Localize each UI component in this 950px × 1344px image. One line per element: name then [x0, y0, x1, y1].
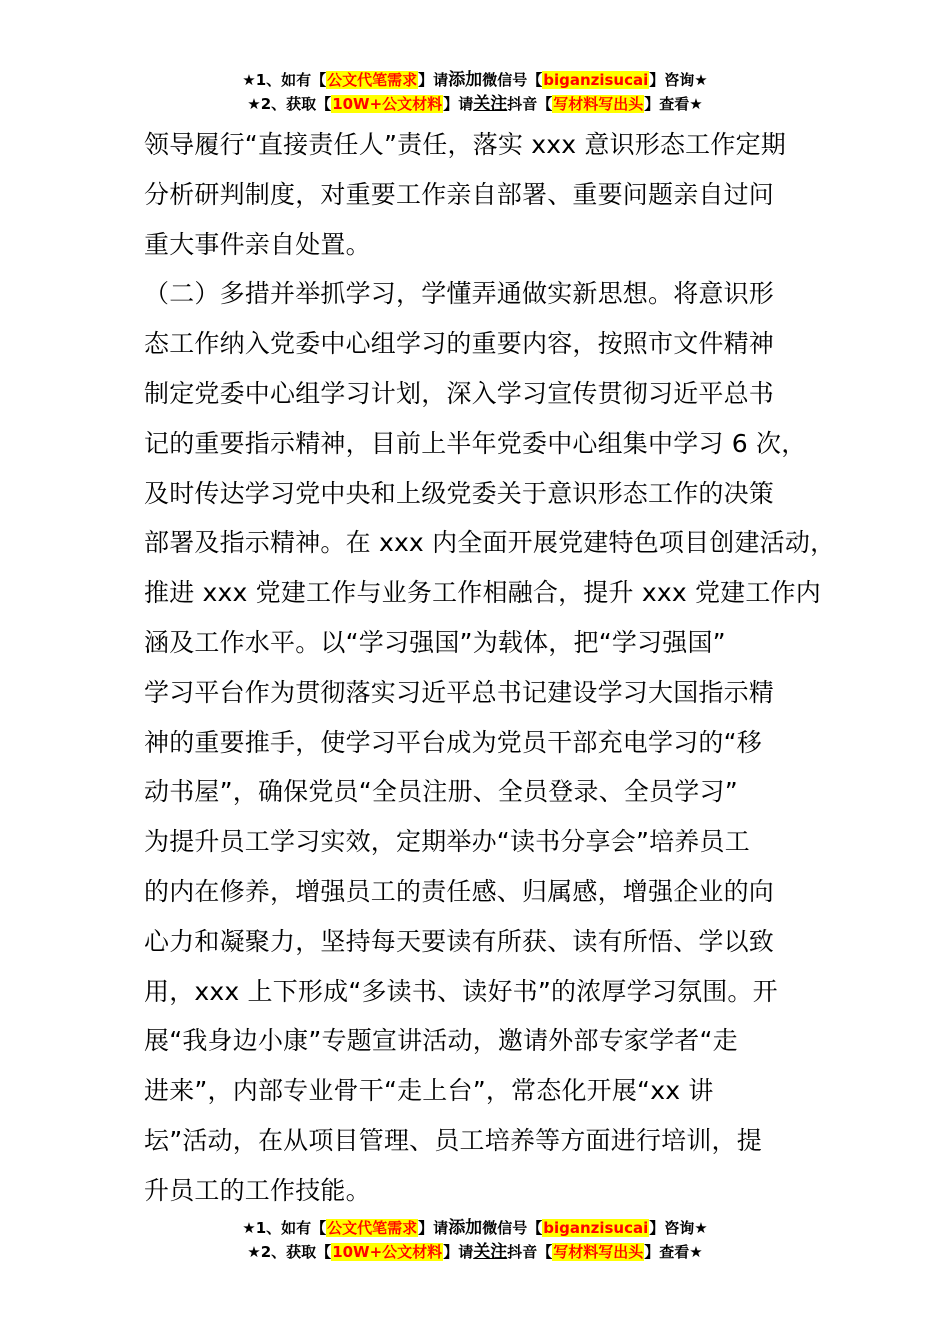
text-line: 用，xxx 上下形成“多读书、读好书”的浓厚学习氛围。开	[144, 976, 778, 1006]
text-line: 及时传达学习党中央和上级党委关于意识形态工作的决策	[144, 478, 775, 508]
highlight-tag: 公文代笔需求	[327, 1219, 418, 1237]
text-line: 态工作纳入党委中心组学习的重要内容，按照市文件精神	[144, 329, 775, 359]
text-line: 坛”活动，在从项目管理、员工培养等方面进行培训，提	[144, 1125, 762, 1155]
text-line: 涵及工作水平。以“学习强国”为载体，把“学习强国”	[144, 627, 726, 657]
banner-text: ★1、如有【	[242, 71, 327, 89]
highlight-tag: 10W+公文材料	[332, 95, 443, 113]
banner-text: 微信号【	[482, 71, 543, 89]
text-line: 心力和凝聚力，坚持每天要读有所获、读有所悟、学以致	[144, 926, 775, 956]
banner-emphasis: 关注	[473, 94, 508, 114]
banner-text: 】请	[443, 1243, 474, 1261]
highlight-douyin-id: 写材料写出头	[553, 95, 644, 113]
banner-text: 】请	[443, 95, 474, 113]
banner-text: 抖音【	[507, 95, 553, 113]
banner-text: 】请	[418, 1219, 449, 1237]
banner-text: ★2、获取【	[247, 95, 332, 113]
highlight-wechat-id: biganzisucai	[543, 1219, 649, 1237]
text-line: 部署及指示精神。在 xxx 内全面开展党建特色项目创建活动，	[144, 528, 836, 558]
text-line: 展“我身边小康”专题宣讲活动，邀请外部专家学者“走	[144, 1026, 738, 1056]
banner-text: 微信号【	[482, 1219, 543, 1237]
banner-emphasis: 添加	[448, 1218, 483, 1238]
banner-emphasis: 添加	[448, 70, 483, 90]
banner-text: 】查看★	[644, 95, 703, 113]
highlight-tag: 公文代笔需求	[327, 71, 418, 89]
text-line: 升员工的工作技能。	[144, 1175, 371, 1205]
banner-text: 】请	[418, 71, 449, 89]
text-line: 重大事件亲自处置。	[144, 229, 371, 259]
section-heading-line: （二）多措并举抓学习，学懂弄通做实新思想。将意识形	[144, 279, 775, 309]
banner-emphasis: 关注	[473, 1242, 508, 1262]
text-line: 学习平台作为贯彻落实习近平总书记建设学习大国指示精	[144, 677, 775, 707]
banner-line-follow	[0, 92, 950, 116]
banner-text: 】咨询★	[649, 1219, 708, 1237]
highlight-tag: 10W+公文材料	[332, 1243, 443, 1261]
highlight-douyin-id: 写材料写出头	[553, 1243, 644, 1261]
banner-text: 抖音【	[507, 1243, 553, 1261]
text-line: 动书屋”，确保党员“全员注册、全员登录、全员学习”	[144, 777, 738, 807]
highlight-wechat-id: biganzisucai	[543, 71, 649, 89]
text-line: 记的重要指示精神，目前上半年党委中心组集中学习 6 次，	[144, 428, 807, 458]
text-line: 分析研判制度，对重要工作亲自部署、重要问题亲自过问	[144, 179, 775, 209]
banner-text: ★2、获取【	[247, 1243, 332, 1261]
header-banner	[0, 68, 950, 116]
text-line: 推进 xxx 党建工作与业务工作相融合，提升 xxx 党建工作内	[144, 578, 821, 608]
banner-text: ★1、如有【	[242, 1219, 327, 1237]
text-line: 为提升员工学习实效，定期举办“读书分享会”培养员工	[144, 827, 750, 857]
text-line: 神的重要推手，使学习平台成为党员干部充电学习的“移	[144, 727, 762, 757]
text-line: 领导履行“直接责任人”责任，落实 xxx 意识形态工作定期	[144, 130, 786, 159]
footer-banner	[0, 1216, 950, 1264]
text-line: 制定党委中心组学习计划，深入学习宣传贯彻习近平总书	[144, 378, 775, 408]
text-line: 进来”，内部专业骨干“走上台”，常态化开展“xx 讲	[144, 1076, 714, 1106]
text-line: 的内在修养，增强员工的责任感、归属感，增强企业的向	[144, 876, 775, 906]
banner-line-follow	[0, 1240, 950, 1264]
banner-line-consult	[0, 68, 950, 92]
banner-line-consult	[0, 1216, 950, 1240]
banner-text: 】咨询★	[649, 71, 708, 89]
document-body	[144, 120, 834, 1216]
banner-text: 】查看★	[644, 1243, 703, 1261]
